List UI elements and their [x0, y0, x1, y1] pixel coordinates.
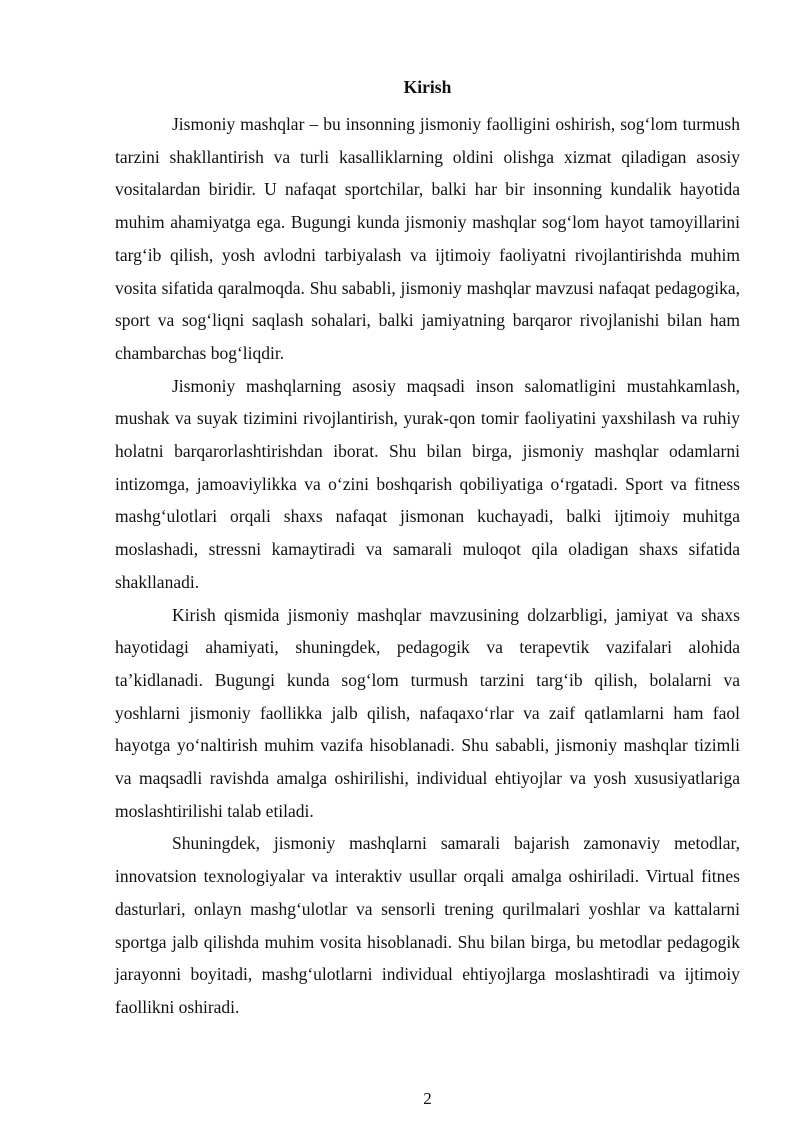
- page-title: Kirish: [403, 77, 452, 97]
- paragraph-4: Shuningdek, jismoniy mashqlarni samarali bajarish zamonaviy metodlar, innovatsion texnologiyalar va interaktiv usullar orqali amalga oshiriladi. Virtual fitnes dasturlari, onlayn mashg‘ulotlar va sensorli trening qurilmalari yoshlar va kattalarni sportga jalb qilishda muhim vosita hisoblanadi. Shu bilan birga, bu metodlar pedagogik jarayonni boyitadi, mashg‘ulotlarni individual ehtiyojlarga moslashtiradi va ijtimoiy faollikni oshiradi.: [115, 833, 740, 1017]
- paragraph-3: Kirish qismida jismoniy mashqlar mavzusining dolzarbligi, jamiyat va shaxs hayotidagi ahamiyati, shuningdek, pedagogik va terapevtik vazifalari alohida ta’kidlanadi. Bugungi kunda sog‘lom turmush tarzini targ‘ib qilish, bolalarni va yoshlarni jismoniy faollikka jalb qilish, nafaqaxo‘rlar va zaif qatlamlarni ham faol hayotga yo‘naltirish muhim vazifa hisoblanadi. Shu sababli, jismoniy mashqlar tizimli va maqsadli ravishda amalga oshirilishi, individual ehtiyojlar va yosh xususiyatlariga moslashtirilishi talab etiladi.: [115, 604, 740, 821]
- paragraph-2: Jismoniy mashqlarning asosiy maqsadi inson salomatligini mustahkamlash, mushak va suyak tizimini rivojlantirish, yurak-qon tomir faoliyatini yaxshilash va ruhiy holatni barqarorlashtirishdan iborat. Shu bilan birga, jismoniy mashqlar odamlarni intizomga, jamoaviylikka va o‘zini boshqarish qobiliyatiga o‘rgatadi. Sport va fitness mashg‘ulotlari orqali shaxs nafaqat jismonan kuchayadi, balki ijtimoiy muhitga moslashadi, stressni kamaytiradi va samarali muloqot qila oladigan shaxs sifatida shakllanadi.: [115, 375, 740, 592]
- paragraph-1: Jismoniy mashqlar – bu insonning jismoniy faolligini oshirish, sog‘lom turmush tarzini shakllantirish va turli kasalliklarning oldini olishga xizmat qiladigan asosiy vositalardan biridir. U nafaqat sportchilar, balki har bir insonning kundalik hayotida muhim ahamiyatga ega. Bugungi kunda jismoniy mashqlar sog‘lom hayot tamoyillarini targ‘ib qilish, yosh avlodni tarbiyalash va ijtimoiy faoliyatni rivojlantirishda muhim vosita sifatida qaralmoqda. Shu sababli, jismoniy mashqlar mavzusi nafaqat pedagogika, sport va sog‘liqni saqlash sohalari, balki jamiyatning barqaror rivojlanishi bilan ham chambarchas bog‘liqdir.: [115, 114, 740, 363]
- document-body: [115, 108, 740, 1024]
- page-number: 2: [423, 1089, 432, 1108]
